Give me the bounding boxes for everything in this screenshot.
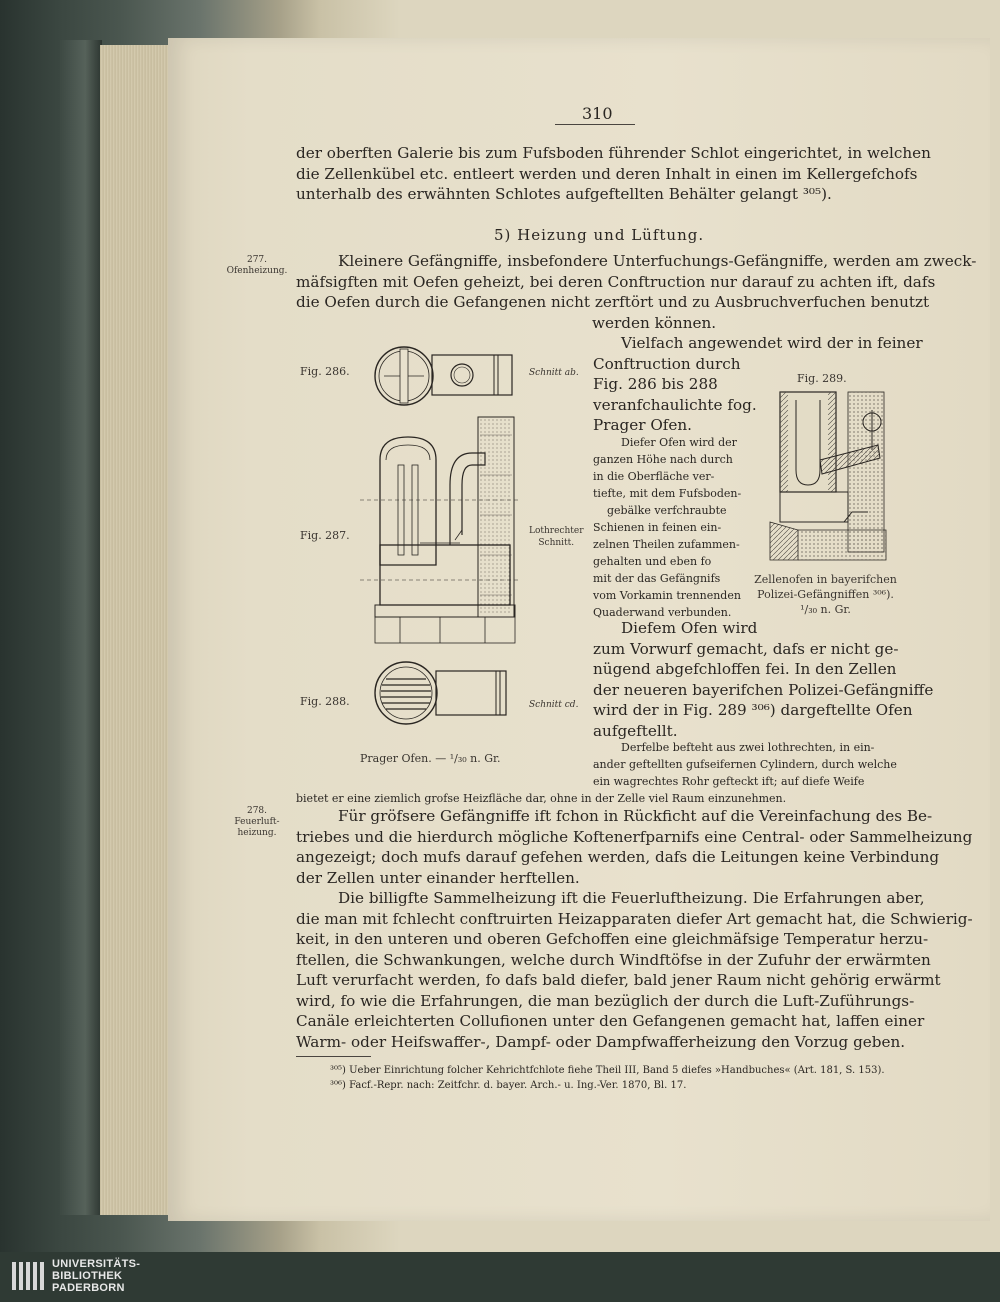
footnote-306: ³⁰⁶) Facf.-Repr. nach: Zeitfchr. d. bayer. Arch.- u. Ing.-Ver. 1870, Bl. 17.: [330, 1080, 687, 1091]
intro-paragraph: der oberften Galerie bis zum Fufsboden führender Schlot eingerichtet, in welchen die Zellenkübel etc. entleert werden und deren Inhalt in einen im Kellergefchofs unterhalb des erwähnten Schlotes aufgeftellten Behälter gelangt ³⁰⁵).: [296, 144, 931, 203]
book-spine: [60, 40, 102, 1215]
fig-288-drawing: [372, 657, 522, 735]
fig-289-drawing: [768, 390, 892, 568]
margin-label: Feuerluft-: [234, 817, 280, 827]
small-paragraph-full: bietet er eine ziemlich grofse Heizfläche dar, ohne in der Zelle viel Raum einzunehmen.: [296, 792, 787, 805]
margin-label: Ofenheizung.: [226, 266, 288, 276]
library-name: UNIVERSITÄTS- BIBLIOTHEK PADERBORN: [52, 1258, 141, 1294]
fig-286-drawing: [372, 343, 522, 413]
paragraph-ofenheizung: Kleinere Gefängniffe, insbefondere Unterfuchungs-Gefängniffe, werden am zweck- mäfsigften mit Oefen geheizt, bei deren Conftruction nur darauf zu achten ift, dafs die Oefen durch die Gefangenen nicht zerftört und zu Ausbruchverfuchen benutzt werden können.: [296, 252, 977, 332]
column-text-2: Diefem Ofen wird zum Vorwurf gemacht, dafs er nicht ge- nügend abgefchloffen fei. In den Zellen der neueren bayerifchen Polizei-Gefängniffe wird der in Fig. 289 ³⁰⁶) dargeftellte Ofen aufgeftellt.: [593, 619, 934, 740]
schnitt-cd-label: Schnitt cd.: [529, 700, 579, 710]
paragraph-sammelheizung: Die billigfte Sammelheizung ift die Feuerluftheizung. Die Erfahrungen aber, die man mit fchlecht conftruirten Heizapparaten diefer Art gemacht hat, die Schwierig- keit, in den unteren und oberen Gefchoffen eine gleichmäfsige Temperatur herzu- ftellen, die Schwankungen, welche durch Windftöfse in der Zufuhr der erwärmten Luft verurfacht werden, fo dafs bald diefer, bald jener Raum nicht gehörig erwärmt wird, fo wie die Erfahrungen, die man bezüglich der durch die Luft-Zuführungs- Canäle erleichterten Collufionen unter den Gefangenen gemacht hat, laffen einer Warm- oder Heifswaffer-, Dampf- oder Dampfwafferheizung den Vorzug geben.: [296, 889, 973, 1051]
margin-note-278: [222, 806, 292, 839]
library-logo-icon: [12, 1262, 47, 1294]
fig-287-drawing: [360, 415, 525, 647]
column-text: Vielfach angewendet wird der in feiner Conftruction durch Fig. 286 bis 288 veranfchaulichte fog. Prager Ofen.: [593, 334, 923, 434]
fig-289-label: Fig. 289.: [797, 372, 847, 385]
fig-287-label: Fig. 287.: [300, 529, 350, 542]
small-paragraph-right: Derfelbe befteht aus zwei lothrechten, in ein- ander geftellten gufseifernen Cylindern, durch welche ein wagrechtes Rohr gefteckt ift; auf diefe Weife: [593, 741, 897, 788]
lothrechter-label: Lothrechter Schnitt.: [529, 526, 584, 548]
section-title: 5) Heizung und Lüftung.: [494, 226, 705, 244]
margin-number: 277.: [246, 255, 268, 265]
page-number: 310: [582, 104, 613, 123]
page-edges: [100, 45, 170, 1215]
footnote-305: ³⁰⁵) Ueber Einrichtung folcher Kehrichtfchlote fiehe Theil III, Band 5 diefes »Handbuches« (Art. 181, S. 153).: [330, 1065, 885, 1076]
margin-label: heizung.: [237, 828, 277, 838]
margin-note-277: [222, 255, 292, 277]
schnitt-ab-label: Schnitt ab.: [529, 368, 579, 378]
fig-288-label: Fig. 288.: [300, 695, 350, 708]
footnotes: [330, 1063, 885, 1093]
fig-286-label: Fig. 286.: [300, 365, 350, 378]
margin-number: 278.: [246, 806, 268, 816]
column-small-text: Diefer Ofen wird der ganzen Höhe nach durch in die Oberfläche ver- tiefte, mit dem Fufsboden- gebälke verfchraubte Schienen in feinen ein- zelnen Theilen zufammen- gehalten und eben fo mit der das Gefängnifs vom Vorkamin trennenden Quaderwand verbunden.: [593, 436, 742, 619]
footnote-rule: [296, 1056, 371, 1057]
paragraph-feuerluftheizung: Für gröfsere Gefängniffe ift fchon in Rückficht auf die Vereinfachung des Be- triebes und die hierdurch mögliche Koftenerfparnifs eine Central- oder Sammelheizung angezeigt; doch mufs darauf gefehen werden, dafs die Leitungen keine Verbindung der Zellen unter einander herftellen.: [296, 807, 973, 887]
page-number-rule: [555, 124, 635, 125]
prager-caption: Prager Ofen. — ¹/₃₀ n. Gr.: [360, 752, 501, 765]
zellen-caption: Zellenofen in bayerifchen Polizei-Gefängniffen ³⁰⁶). ¹/₃₀ n. Gr.: [754, 573, 897, 616]
library-footer: [0, 1252, 1000, 1302]
